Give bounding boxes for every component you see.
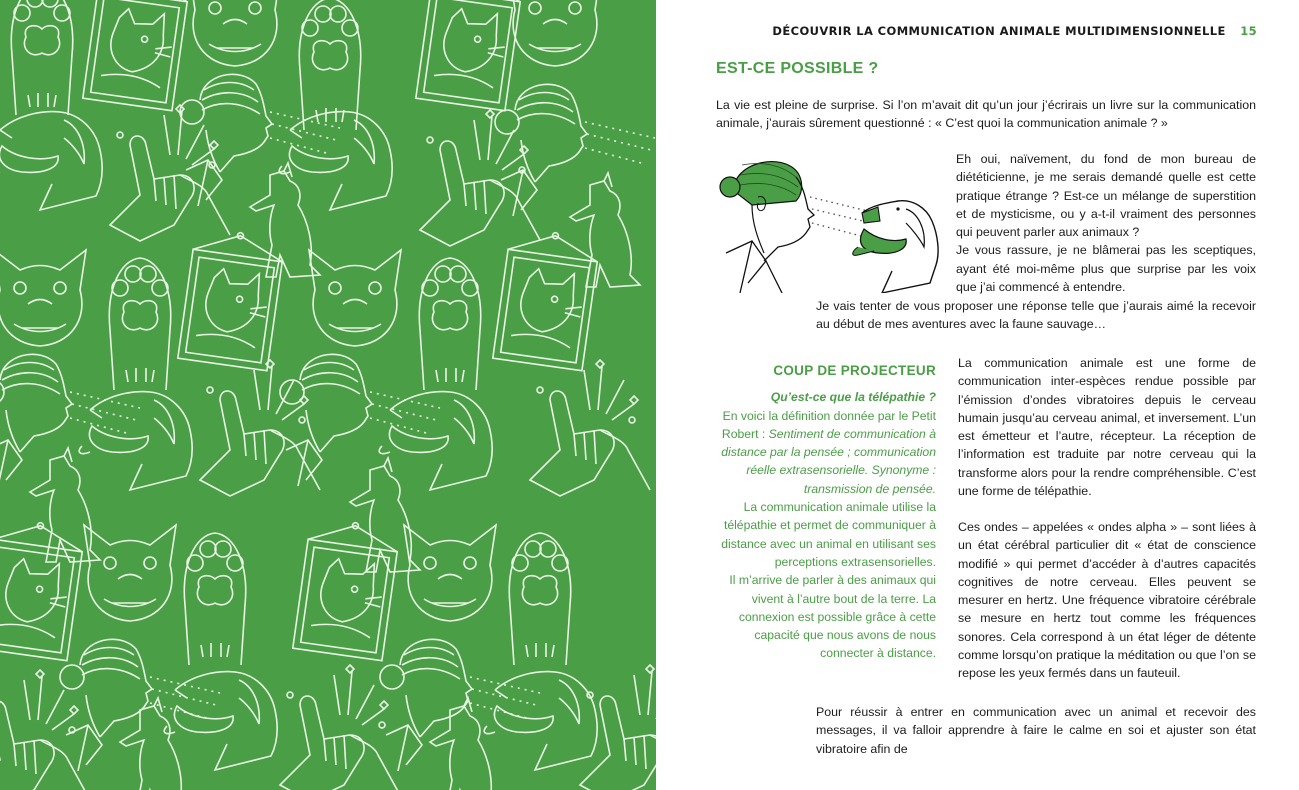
- paragraph-reassure-text: Je vous rassure, je ne blâmerai pas les sceptiques, ayant été moi-même plus que surprise par les voix que j’ai commencé à entendre.: [956, 243, 1256, 295]
- paw-icon: [109, 258, 170, 390]
- sitting-dog-icon: [250, 163, 320, 277]
- framed-cat-icon: [493, 226, 601, 370]
- dog-head-icon: [79, 392, 192, 490]
- paw-icon: [11, 0, 72, 115]
- sidebar-usage: La communication animale utilise la télépathie et permet de communiquer à distance avec un animal en utilisant ses perceptions extrasensorielles.: [721, 500, 936, 569]
- text-page: [656, 0, 1299, 790]
- woman-dog-telepathy-illustration: [712, 143, 942, 293]
- framed-cat-icon: [416, 0, 524, 111]
- paragraph-naively-text: Eh oui, naïvement, du fond de mon bureau de diététicienne, je me serais demandé quelle est cette pratique étrange ? Est-ce un mélange de superstition et de mysticisme, ou y a-t-il vraiment des personnes qui peuvent parler aux animaux ?: [956, 152, 1256, 240]
- spotlight-sidebar: [716, 362, 936, 663]
- sitting-dog-icon: [30, 448, 100, 562]
- sidebar-question: Qu’est-ce que la télépathie ?: [770, 390, 936, 405]
- dog-head-icon: [279, 112, 392, 210]
- dog-head-icon: [164, 672, 277, 770]
- dog-head-icon: [484, 672, 597, 770]
- fist-bump-icon: [530, 360, 650, 496]
- running-head: [772, 24, 1257, 38]
- woman-profile-icon: [180, 74, 340, 206]
- woman-profile-icon: [60, 639, 220, 771]
- dog-head-icon: [0, 112, 102, 210]
- bulldog-icon: [84, 525, 176, 621]
- sitting-dog-icon: [120, 698, 190, 790]
- framed-cat-icon: [178, 226, 286, 370]
- fist-bump-icon: [110, 105, 230, 241]
- bulldog-icon: [404, 525, 496, 621]
- woman-profile-icon: [495, 84, 655, 216]
- dog-head-icon: [853, 201, 938, 293]
- bulldog-icon: [509, 0, 601, 66]
- sidebar-title: COUP DE PROJECTEUR: [773, 363, 936, 378]
- page-number: 15: [1240, 24, 1257, 38]
- paw-icon: [509, 533, 570, 665]
- sidebar-definition: [716, 407, 936, 498]
- running-head-title: DÉCOUVRIR LA COMMUNICATION ANIMALE MULTIDIMENSIONNELLE: [772, 24, 1226, 38]
- paragraph-naively: [956, 150, 1256, 296]
- paragraph-definition: La communication animale est une forme de communication inter-espèces rendue possible par l’émission d’ondes vibratoires depuis le cerveau humain jusqu’au cerveau animal, et inversement. L’un est émetteur et l’autre, récepteur. La réception de l’information est traduite par notre cerveau qui la transforme alors pour la rendre compréhensible. C’est une forme de télépathie.: [958, 356, 1256, 499]
- framed-cat-icon: [0, 516, 85, 660]
- paw-icon: [299, 0, 360, 130]
- paw-icon: [184, 533, 245, 665]
- bulldog-icon: [189, 0, 281, 66]
- sitting-dog-icon: [570, 173, 640, 287]
- woman-profile-icon: [280, 354, 440, 486]
- woman-profile-icon: [720, 162, 814, 293]
- framed-cat-icon: [83, 0, 191, 111]
- intro-paragraph: La vie est pleine de surprise. Si l’on m’avait dit qu’un jour j’écrirais un livre sur la communication animale, j’aurais sûrement questionné : « C’est quoi la communication animale ? »: [716, 98, 1256, 131]
- paragraph-alpha-waves: Ces ondes – appelées « ondes alpha » – sont liées à un état cérébral particulier dit « état de conscience modifié » qui permet d’accéder à d’autres capacités cognitives de notre cerveau. Elles peuvent se mesurer en hertz. Une fréquence vibratoire cérébrale se mesure en hertz tout comme les fréquences sonores. Cela correspond à un état léger de détente comme lorsqu’on pratique la méditation ou que l’on se repose les yeux fermés dans un fauteuil.: [958, 520, 1256, 681]
- sitting-dog-icon: [350, 458, 420, 572]
- sidebar-distance: Il m’arrive de parler à des animaux qui vivent à l’autre bout de la terre. La connexion est possible grâce à cette capacité que nous avons de nous connecter à distance.: [729, 573, 936, 661]
- sidebar-definition-quote: Sentiment de communication à distance par la pensée ; communication réelle extrasensorielle. Synonyme : transmission de pensée.: [721, 426, 936, 496]
- bulldog-icon: [309, 250, 401, 346]
- framed-cat-icon: [293, 516, 401, 660]
- paragraph-attempt: Je vais tenter de vous proposer une réponse telle que j’aurais aimé la recevoir au début de mes aventures avec la faune sauvage…: [816, 299, 1256, 332]
- sidebar-definition-intro: En voici la définition donnée par le Petit Robert :: [721, 408, 936, 441]
- fist-bump-icon: [200, 360, 320, 496]
- fist-bump-icon: [580, 665, 656, 790]
- paragraph-success: Pour réussir à entrer en communication avec un animal et recevoir des messages, il va falloir apprendre à faire le calme en soi et ajuster son état vibratoire afin de: [816, 705, 1256, 756]
- bulldog-icon: [0, 250, 86, 346]
- dog-head-icon: [379, 392, 492, 490]
- paw-icon: [419, 258, 480, 390]
- section-heading: EST-CE POSSIBLE ?: [716, 60, 879, 77]
- woman-profile-icon: [380, 639, 540, 771]
- sitting-dog-icon: [430, 698, 500, 790]
